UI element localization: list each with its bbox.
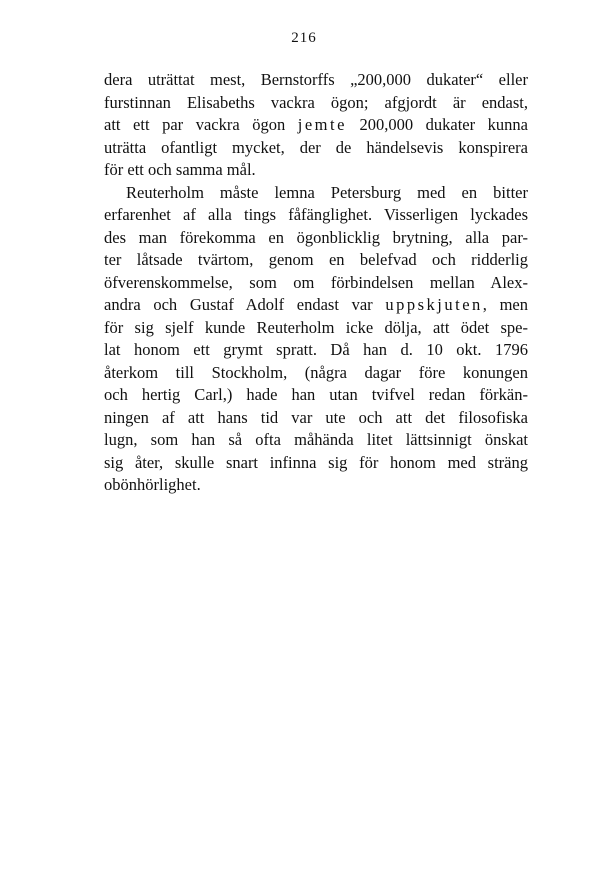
text-line: andra och Gustaf Adolf endast var uppskjuten, men [104, 295, 528, 314]
text-line: des man förekomma en ögonblicklig brytning, alla par- [104, 227, 528, 247]
text-line: ter låtsade tvärtom, genom en belefvad och ridderlig [104, 250, 528, 269]
body-text [104, 69, 528, 497]
text-line: för ett och samma mål. [104, 160, 256, 179]
text-line: obönhörlighet. [104, 475, 201, 494]
page-number: 216 [291, 30, 317, 46]
text-line: ningen af att hans tid var ute och att det filosofiska [104, 407, 528, 427]
text-line: Reuterholm måste lemna Petersburg med en bitter [126, 182, 528, 202]
text-line: återkom till Stockholm, (några dagar före konungen [104, 362, 528, 382]
text-line: att ett par vackra ögon jemte 200,000 dukater kunna [104, 115, 528, 134]
text-line: öfverenskommelse, som om förbindelsen mellan Alex- [104, 272, 528, 292]
text-line: uträtta ofantligt mycket, der de händelsevis konspirera [104, 137, 528, 157]
text-line: sig åter, skulle snart infinna sig för honom med sträng [104, 452, 528, 472]
text-line: erfarenhet af alla tings fåfänglighet. Visserligen lyckades [104, 205, 528, 224]
emphasized-word: uppskjuten [385, 295, 483, 314]
text-line: furstinnan Elisabeths vackra ögon; afgjordt är endast, [104, 92, 528, 112]
text-line: lat honom ett grymt spratt. Då han d. 10 okt. 1796 [104, 340, 528, 359]
text-line: för sig sjelf kunde Reuterholm icke dölja, att ödet spe- [104, 317, 528, 337]
text-line: dera uträttat mest, Bernstorffs „200,000 dukater“ eller [104, 70, 528, 89]
emphasized-word: jemte [297, 115, 347, 134]
text-line: lugn, som han så ofta måhända litet lättsinnigt önskat [104, 430, 528, 449]
text-line: och hertig Carl,) hade han utan tvifvel redan förkän- [104, 385, 528, 404]
